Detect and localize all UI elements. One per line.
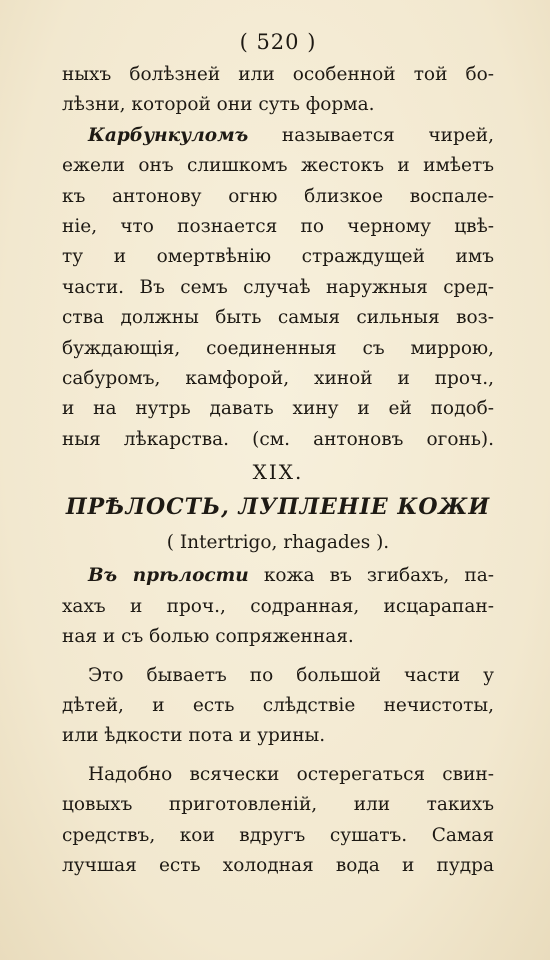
text-line: буждающія, соединенныя съ миррою,	[62, 337, 494, 359]
section-title: ПРѢЛОСТЬ, ЛУПЛЕНІЕ КОЖИ	[65, 494, 491, 521]
text-line: ту и омертвѣнію страждущей имъ	[62, 246, 494, 268]
para1-first-rest: кожа въ згибахъ, па-	[263, 565, 494, 587]
text-line: Это бываетъ по большой части у	[88, 664, 494, 686]
text-line: цовыхъ приготовленій, или такихъ	[62, 794, 494, 816]
text-line: ныхъ болѣзней или особенной той бо-	[62, 64, 494, 85]
page-number: ( 520 )	[239, 30, 317, 54]
text-line: ная и съ болью сопряженная.	[62, 626, 354, 648]
page-text	[62, 24, 494, 881]
section-latin-subtitle: ( Intertrigo, rhagades ).	[166, 532, 390, 554]
text-line: ніе, что познается по черному цвѣ-	[62, 216, 494, 238]
text-line: и на нутрь давать хину и ей подоб-	[62, 398, 494, 420]
text-line: части. Въ семъ случаѣ наружныя сред-	[62, 276, 494, 298]
section-number: XIX.	[252, 460, 304, 485]
paragraph-gap	[62, 752, 494, 760]
carbuncle-first-line	[62, 121, 494, 151]
paragraph-gap	[62, 653, 494, 661]
para1-first-line	[62, 561, 494, 591]
para1-term: Въ прѣлости	[88, 565, 249, 587]
text-line: ежели онъ слишкомъ жестокъ и имѣетъ	[62, 155, 494, 177]
carbuncle-term: Карбункуломъ	[88, 124, 249, 146]
text-line: или ѣдкости пота и урины.	[62, 725, 326, 747]
text-line: ныя лѣкарства. (см. антоновъ огонь).	[62, 428, 494, 450]
text-line: сабуромъ, камфорой, хиной и проч.,	[62, 368, 494, 390]
text-line: ства должны быть самыя сильныя воз-	[62, 307, 494, 329]
text-line: лѣзни, которой они суть форма.	[62, 94, 375, 116]
text-line: лучшая есть холодная вода и пудра	[62, 854, 494, 876]
text-line: средствъ, кои вдругъ сушатъ. Самая	[62, 824, 494, 846]
text-line: дѣтей, и есть слѣдствіе нечистоты,	[62, 694, 494, 716]
text-line: къ антонову огню близкое воспале-	[62, 185, 494, 207]
text-line: хахъ и проч., содранная, исцарапан-	[62, 595, 494, 617]
text-line: Надобно всячески остерегаться свин-	[88, 763, 494, 785]
carbuncle-first-rest: называется чирей,	[281, 124, 494, 146]
